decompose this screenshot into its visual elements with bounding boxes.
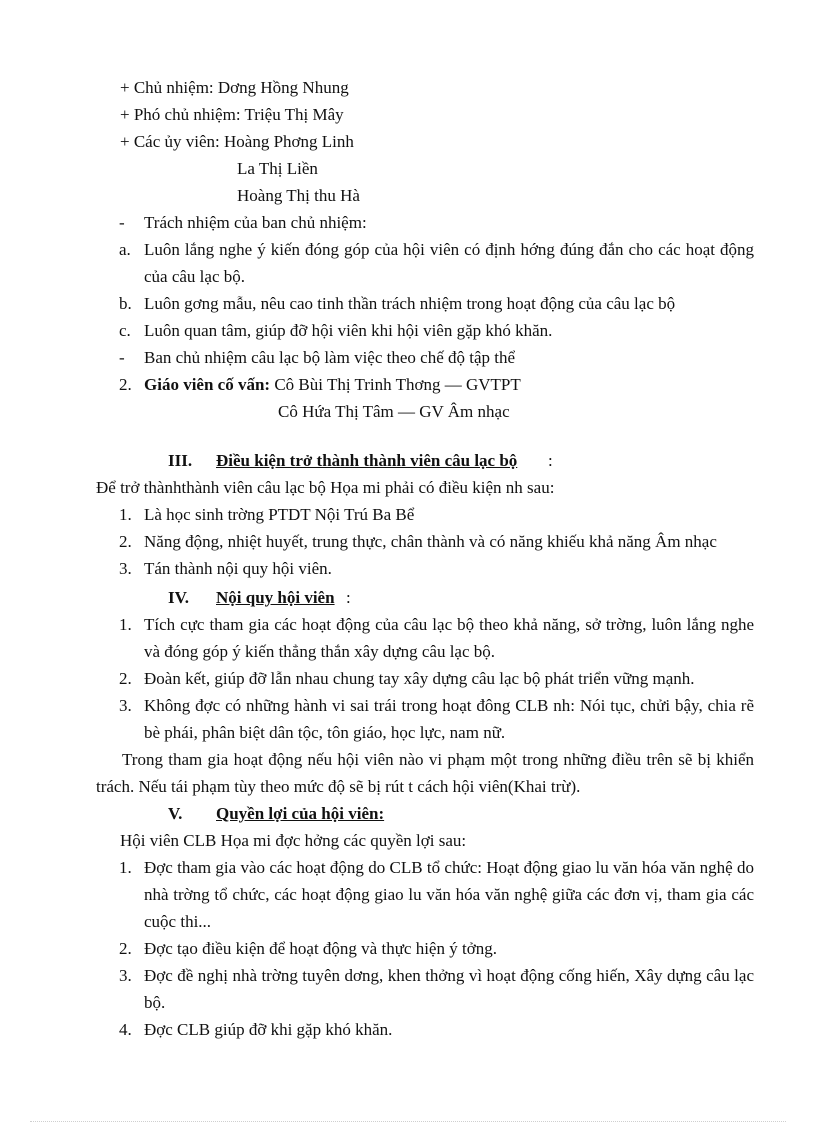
section-number: V. <box>168 804 183 823</box>
section-4-item-2 <box>0 665 816 692</box>
list-marker: 2. <box>119 375 132 394</box>
section-3-heading <box>0 447 816 474</box>
section-5-item-3 <box>0 962 816 1016</box>
list-marker: a. <box>119 240 131 259</box>
item-text: Đợc đề nghị nhà trờng tuyên dơng, khen thởng vì hoạt động cống hiến, Xây dựng câu lạc bộ. <box>144 966 754 1012</box>
list-marker: - <box>119 213 125 232</box>
duty-text: Luôn lắng nghe ý kiến đóng góp của hội viên có định hớng đúng đắn cho các hoạt động của câu lạc bộ. <box>144 240 754 286</box>
section-4-item-3 <box>0 692 816 746</box>
section-5-item-1 <box>0 854 816 935</box>
advisor-teacher-1: Cô Bùi Thị Trinh Thơng — GVTPT <box>270 375 521 394</box>
list-marker: 1. <box>119 615 132 634</box>
item-text: Đợc tạo điều kiện để hoạt động và thực hiện ý tởng. <box>144 939 497 958</box>
list-marker: 3. <box>119 966 132 985</box>
item-text: Là học sinh trờng PTDT Nội Trú Ba Bể <box>144 505 415 524</box>
list-marker: 4. <box>119 1020 132 1039</box>
board-member-3: Hoàng Thị thu Hà <box>237 186 360 205</box>
section-3-item-2 <box>0 528 816 555</box>
item-text: Đợc CLB giúp đỡ khi gặp khó khăn. <box>144 1020 393 1039</box>
section-title <box>216 447 517 474</box>
section-4-closing: Trong tham gia hoạt động nếu hội viên nào vi phạm một trong những điều trên sẽ bị khiển trách. Nếu tái phạm tùy theo mức độ sẽ bị rút t cách hội viên(Khai trừ). <box>96 750 754 796</box>
item-text: Không đợc có những hành vi sai trái trong hoạt đông CLB nh: Nói tục, chửi bậy, chia rẽ bè phái, phân biệt dân tộc, tôn giáo, học lực, nam nữ. <box>144 696 754 742</box>
item-text: Năng động, nhiệt huyết, trung thực, chân thành và có năng khiếu khả năng Âm nhạc <box>144 532 717 551</box>
document-page <box>0 74 816 1043</box>
list-marker: 1. <box>119 505 132 524</box>
list-marker: 3. <box>119 696 132 715</box>
section-5-item-2 <box>0 935 816 962</box>
duties-title <box>0 209 816 236</box>
list-marker: b. <box>119 294 132 313</box>
section-4-heading <box>0 584 816 611</box>
section-number: IV. <box>168 588 189 607</box>
section-3-item-1 <box>0 501 816 528</box>
section-5-intro: Hội viên CLB Họa mi đợc hởng các quyền lợi sau: <box>120 831 467 850</box>
list-marker: - <box>119 348 125 367</box>
duty-item-c <box>0 317 816 344</box>
item-text: Tích cực tham gia các hoạt động của câu lạc bộ theo khả năng, sở trờng, luôn lắng nghe và đóng góp ý kiến thẳng thắn xây dựng câu lạc bộ. <box>144 615 754 661</box>
advisor-teacher-2: Cô Hứa Thị Tâm — GV Âm nhạc <box>278 402 510 421</box>
page-bottom-divider <box>30 1121 786 1122</box>
section-4-item-1 <box>0 611 816 665</box>
board-vice-chair: + Phó chủ nhiệm: Triệu Thị Mây <box>120 105 344 124</box>
list-marker: 3. <box>119 559 132 578</box>
section-5-heading <box>0 800 816 827</box>
advisor-line <box>0 371 816 398</box>
list-marker: 1. <box>119 858 132 877</box>
list-marker: 2. <box>119 669 132 688</box>
section-title <box>216 800 384 827</box>
section-5-item-4 <box>0 1016 816 1043</box>
board-chair: + Chủ nhiệm: Dơng Hồng Nhung <box>120 78 349 97</box>
section-3-item-3 <box>0 555 816 582</box>
duties-collective-text: Ban chủ nhiệm câu lạc bộ làm việc theo chế độ tập thể <box>144 348 516 367</box>
duties-collective <box>0 344 816 371</box>
section-title-text: Điều kiện trở thành thành viên câu lạc bộ <box>216 451 518 470</box>
section-number: III. <box>168 451 193 470</box>
section-colon: : <box>346 588 351 607</box>
section-title-text: Quyền lợi của hội viên: <box>216 804 385 823</box>
section-colon: : <box>548 451 553 470</box>
advisor-label: Giáo viên cố vấn: <box>144 375 271 394</box>
item-text: Đợc tham gia vào các hoạt động do CLB tổ chức: Hoạt động giao lu văn hóa văn nghệ do nhà trờng tổ chức, các hoạt động giao lu văn hóa văn nghệ giữa các đơn vị, tham gia các cuộc thi... <box>144 858 754 931</box>
board-member-2: La Thị Liền <box>237 159 318 178</box>
item-text: Đoàn kết, giúp đỡ lẫn nhau chung tay xây dựng câu lạc bộ phát triển vững mạnh. <box>144 669 695 688</box>
duty-text: Luôn quan tâm, giúp đỡ hội viên khi hội viên gặp khó khăn. <box>144 321 553 340</box>
duty-item-a <box>0 236 816 290</box>
section-3-intro: Để trở thànhthành viên câu lạc bộ Họa mi phải có điều kiện nh sau: <box>96 478 555 497</box>
section-title-text: Nội quy hội viên <box>216 588 335 607</box>
duties-title-text: Trách nhiệm của ban chủ nhiệm: <box>144 213 367 232</box>
section-title <box>216 584 335 611</box>
list-marker: 2. <box>119 532 132 551</box>
duty-text: Luôn gơng mẫu, nêu cao tinh thần trách nhiệm trong hoạt động của câu lạc bộ <box>144 294 676 313</box>
duty-item-b <box>0 290 816 317</box>
board-members: + Các ủy viên: Hoàng Phơng Linh <box>120 132 354 151</box>
item-text: Tán thành nội quy hội viên. <box>144 559 332 578</box>
list-marker: 2. <box>119 939 132 958</box>
list-marker: c. <box>119 321 131 340</box>
